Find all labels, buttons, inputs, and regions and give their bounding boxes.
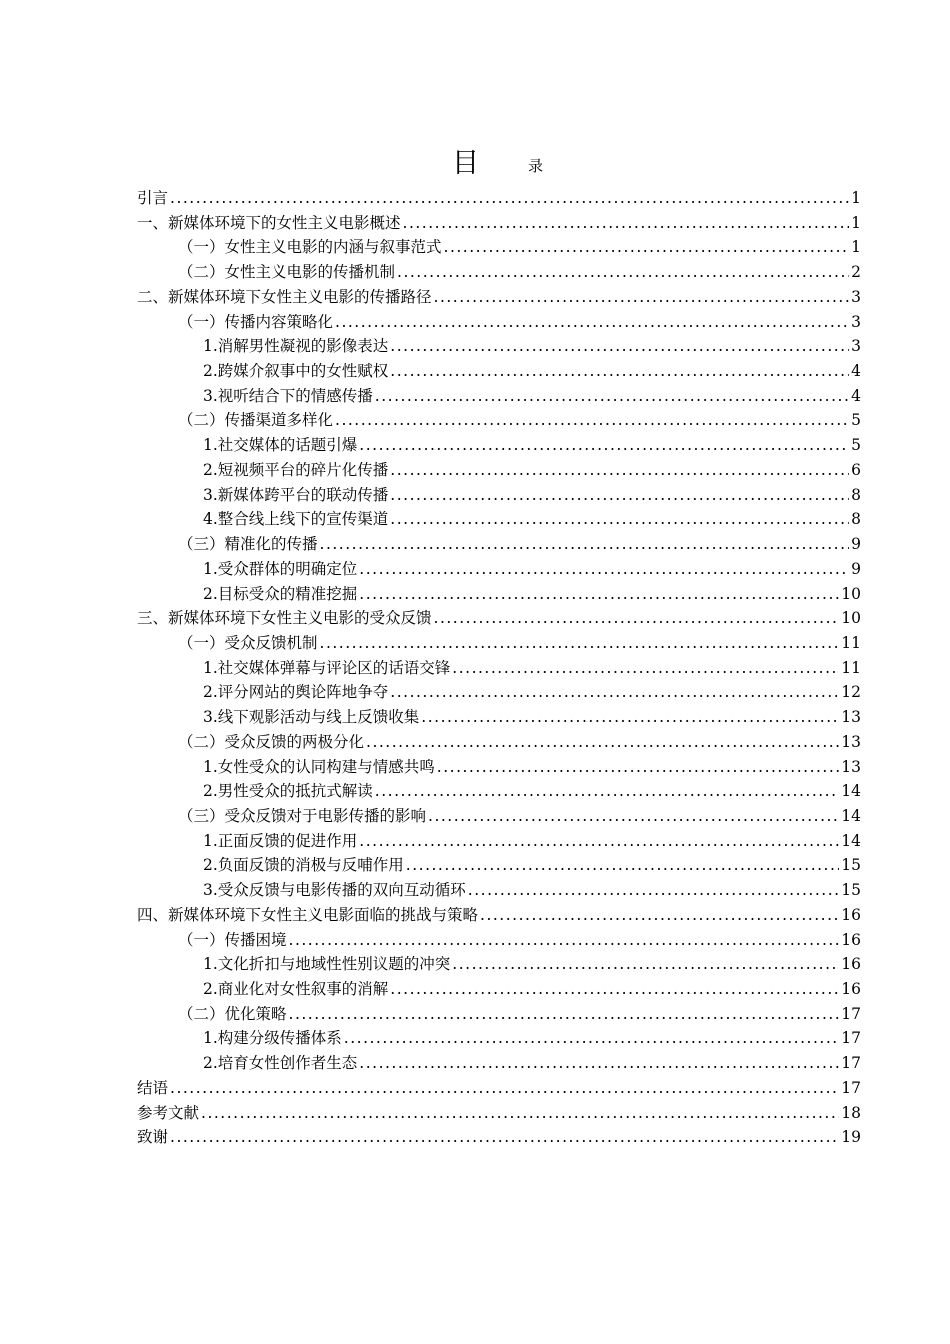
toc-entry-page: 15 [841, 881, 861, 900]
toc-heading-char-1: 目 [452, 148, 479, 179]
toc-leader-dots [434, 606, 840, 631]
toc-entry-label: 2.评分网站的舆论阵地争夺 [203, 683, 389, 702]
toc-entry-label: 1.正面反馈的促进作用 [203, 831, 358, 850]
toc-entry-page: 17 [841, 1029, 861, 1048]
toc-entry-label: 2.短视频平台的碎片化传播 [203, 460, 389, 479]
toc-entry[interactable] [137, 977, 861, 1002]
toc-entry-label: （一）传播困境 [178, 930, 287, 949]
toc-leader-dots [390, 507, 849, 532]
toc-entry[interactable] [137, 235, 861, 260]
toc-leader-dots [170, 186, 849, 211]
toc-entry-page: 8 [851, 510, 861, 529]
toc-leader-dots [421, 705, 839, 730]
toc-entry-page: 4 [851, 386, 861, 405]
toc-entry-label: 1.女性受众的认同构建与情感共鸣 [203, 757, 435, 776]
toc-entry[interactable] [137, 458, 861, 483]
toc-entry-page: 6 [851, 460, 861, 479]
toc-leader-dots [444, 235, 849, 260]
toc-entry[interactable] [137, 680, 861, 705]
toc-entry-page: 17 [841, 1004, 861, 1023]
toc-leader-dots [366, 730, 839, 755]
toc-entry-label: （二）女性主义电影的传播机制 [178, 263, 396, 282]
toc-entry-label: 1.社交媒体弹幕与评论区的话语交锋 [203, 658, 451, 677]
toc-entry-page: 10 [841, 584, 861, 603]
toc-entry-page: 3 [851, 312, 861, 331]
toc-entry-label: 2.商业化对女性叙事的消解 [203, 980, 389, 998]
toc-entry[interactable] [137, 779, 861, 804]
toc-entry-label: 新媒体环境下的女性主义电影概述 [168, 213, 401, 232]
toc-entry-label: 3.新媒体跨平台的联动传播 [203, 485, 389, 504]
toc-leader-dots [397, 260, 849, 285]
toc-entry[interactable] [137, 705, 861, 730]
toc-entry[interactable] [137, 211, 861, 236]
toc-leader-dots [359, 433, 849, 458]
toc-entry-page: 12 [841, 683, 861, 702]
toc-leader-dots [375, 384, 849, 409]
toc-entry[interactable] [137, 582, 861, 607]
toc-entry[interactable] [137, 186, 861, 211]
toc-entry[interactable] [137, 903, 861, 928]
toc-entry[interactable] [137, 878, 861, 903]
toc-entry[interactable] [137, 804, 861, 829]
toc-entry-number: 一、 [137, 213, 169, 232]
toc-entry[interactable] [137, 507, 861, 532]
toc-entry-page: 17 [841, 1054, 861, 1073]
toc-entry-label: （一）女性主义电影的内涵与叙事范式 [178, 238, 442, 257]
toc-entry-page: 18 [841, 1103, 861, 1122]
toc-leader-dots [359, 582, 839, 607]
toc-leader-dots [468, 878, 839, 903]
toc-entry[interactable] [137, 1101, 861, 1126]
toc-entry-label: 1.消解男性凝视的影像表达 [203, 337, 389, 356]
toc-entry[interactable] [137, 359, 861, 384]
toc-entry[interactable] [137, 310, 861, 335]
toc-entry[interactable] [137, 285, 861, 310]
toc-entry[interactable] [137, 433, 861, 458]
toc-entry[interactable] [137, 928, 861, 953]
toc-entry-page: 10 [841, 609, 861, 628]
toc-entry-label: 1.受众群体的明确定位 [203, 559, 358, 578]
toc-leader-dots [406, 853, 839, 878]
toc-leader-dots [480, 903, 839, 928]
toc-entry[interactable] [137, 1051, 861, 1076]
toc-entry-page: 16 [841, 930, 861, 949]
toc-entry-page: 3 [851, 337, 861, 356]
toc-entry-page: 19 [841, 1128, 861, 1147]
toc-entry-page: 3 [851, 287, 861, 306]
toc-entry-label: 2.负面反馈的消极与反哺作用 [203, 856, 404, 875]
toc-entry-label: 1.文化折扣与地域性性别议题的冲突 [203, 955, 451, 974]
toc-entry-label: 4.整合线上线下的宣传渠道 [203, 510, 389, 529]
toc-entry-number: 四、 [137, 905, 169, 924]
toc-leader-dots [359, 829, 839, 854]
toc-entry[interactable] [137, 384, 861, 409]
toc-entry-label: 新媒体环境下女性主义电影的受众反馈 [168, 609, 432, 628]
toc-leader-dots [320, 532, 849, 557]
toc-entry-page: 17 [841, 1078, 861, 1097]
toc-entry[interactable] [137, 730, 861, 755]
toc-entry[interactable] [137, 1076, 861, 1101]
toc-entry[interactable] [137, 829, 861, 854]
toc-entry-label: 1.社交媒体的话题引爆 [203, 436, 358, 455]
toc-entry-page: 4 [851, 362, 861, 381]
table-of-contents [137, 186, 861, 1150]
toc-entry-page: 8 [851, 485, 861, 504]
toc-entry-page: 14 [841, 806, 861, 825]
toc-leader-dots [359, 1051, 839, 1076]
toc-entry-page: 9 [851, 535, 861, 554]
toc-entry-label: 3.视听结合下的情感传播 [203, 386, 373, 405]
toc-entry-label: （三）受众反馈对于电影传播的影响 [178, 806, 427, 825]
toc-entry-page: 16 [841, 905, 861, 924]
toc-leader-dots [390, 483, 849, 508]
toc-entry-label: （二）受众反馈的两极分化 [178, 732, 365, 751]
toc-entry-page: 16 [841, 955, 861, 974]
toc-leader-dots [201, 1101, 839, 1126]
toc-entry-label: （一）传播内容策略化 [178, 312, 334, 331]
toc-entry[interactable] [137, 1125, 861, 1150]
toc-entry[interactable] [137, 334, 861, 359]
toc-entry-label: （三）精准化的传播 [178, 535, 318, 554]
toc-entry-page: 5 [851, 436, 861, 455]
toc-entry[interactable] [137, 408, 861, 433]
toc-entry-page: 14 [841, 782, 861, 801]
toc-entry[interactable] [137, 557, 861, 582]
toc-heading [0, 146, 950, 182]
toc-entry-page: 13 [841, 757, 861, 776]
toc-leader-dots [390, 680, 839, 705]
toc-entry[interactable] [137, 1026, 861, 1051]
toc-entry-page: 9 [851, 559, 861, 578]
toc-entry[interactable] [137, 606, 861, 631]
toc-leader-dots [359, 557, 849, 582]
toc-leader-dots [428, 804, 839, 829]
toc-leader-dots [289, 928, 840, 953]
toc-entry-label: （二）优化策略 [178, 1004, 287, 1023]
toc-leader-dots [390, 334, 849, 359]
toc-entry-page: 11 [841, 633, 861, 652]
toc-entry-label: （二）传播渠道多样化 [178, 411, 334, 430]
toc-entry-label: 2.培育女性创作者生态 [203, 1054, 358, 1073]
toc-entry-page: 14 [841, 831, 861, 850]
toc-entry-label: （一）受众反馈机制 [178, 633, 318, 652]
toc-entry-label: 3.线下观影活动与线上反馈收集 [203, 708, 420, 727]
toc-entry-page: 15 [841, 856, 861, 875]
toc-entry[interactable] [137, 631, 861, 656]
toc-entry-label: 引言 [137, 189, 169, 207]
toc-leader-dots [170, 1125, 839, 1150]
toc-leader-dots [403, 211, 849, 236]
toc-entry[interactable] [137, 656, 861, 681]
toc-entry[interactable] [137, 952, 861, 977]
toc-leader-dots [390, 458, 849, 483]
toc-leader-dots [289, 1002, 840, 1027]
toc-leader-dots [390, 359, 849, 384]
toc-entry-label: 2.目标受众的精准挖掘 [203, 584, 358, 603]
toc-entry-number: 二、 [137, 287, 169, 306]
toc-entry-page: 13 [841, 732, 861, 751]
toc-entry-page: 5 [851, 411, 861, 430]
toc-entry-label: 致谢 [137, 1128, 169, 1147]
toc-entry-page: 1 [851, 189, 861, 207]
toc-entry-page: 11 [841, 658, 861, 677]
toc-leader-dots [335, 310, 849, 335]
toc-entry-label: 参考文献 [137, 1103, 200, 1122]
toc-entry[interactable] [137, 853, 861, 878]
toc-entry-label: 1.构建分级传播体系 [203, 1029, 342, 1048]
toc-entry-number: 三、 [137, 609, 169, 628]
toc-leader-dots [344, 1026, 839, 1051]
toc-entry[interactable] [137, 260, 861, 285]
toc-entry-label: 新媒体环境下女性主义电影的传播路径 [168, 287, 432, 306]
toc-entry-page: 2 [851, 263, 861, 282]
toc-entry-page: 1 [851, 213, 861, 232]
toc-leader-dots [452, 952, 839, 977]
toc-entry-label: 2.男性受众的抵抗式解读 [203, 782, 373, 801]
toc-leader-dots [434, 285, 849, 310]
toc-entry-label: 3.受众反馈与电影传播的双向互动循环 [203, 881, 466, 900]
toc-leader-dots [452, 656, 839, 681]
toc-entry[interactable] [137, 532, 861, 557]
toc-entry-page: 13 [841, 708, 861, 727]
toc-leader-dots [437, 755, 839, 780]
toc-leader-dots [375, 779, 839, 804]
toc-leader-dots [335, 408, 849, 433]
toc-entry-label: 结语 [137, 1078, 169, 1097]
toc-entry-label: 新媒体环境下女性主义电影面临的挑战与策略 [168, 905, 479, 924]
toc-leader-dots [320, 631, 840, 656]
toc-entry[interactable] [137, 1002, 861, 1027]
toc-entry[interactable] [137, 483, 861, 508]
toc-leader-dots [170, 1076, 839, 1101]
toc-heading-char-2: 录 [528, 157, 544, 175]
toc-leader-dots [390, 977, 839, 1002]
toc-entry-page: 1 [851, 238, 861, 257]
toc-entry-page: 16 [841, 980, 861, 998]
toc-entry[interactable] [137, 755, 861, 780]
toc-entry-label: 2.跨媒介叙事中的女性赋权 [203, 362, 389, 381]
